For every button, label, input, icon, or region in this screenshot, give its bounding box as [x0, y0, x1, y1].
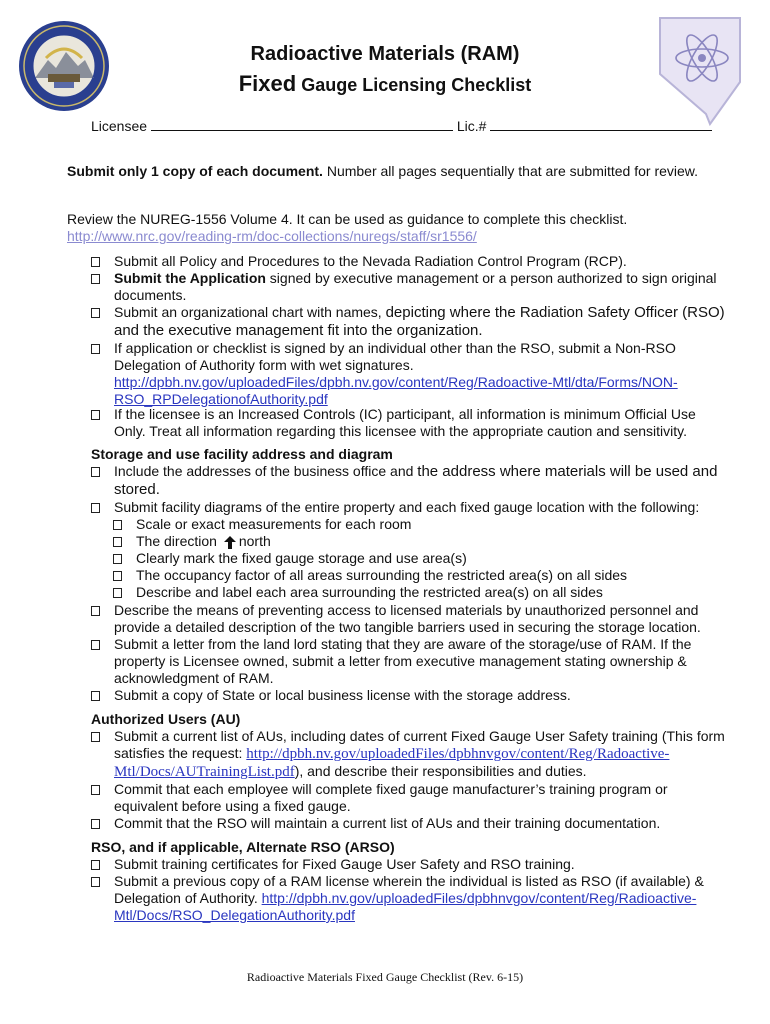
checkbox[interactable] — [91, 819, 100, 829]
item-text-line2: property is Licensee owned, submit a letter from executive management stating ownership & — [114, 653, 687, 669]
review-text: Review the NUREG-1556 Volume 4. It can be used as guidance to complete this checklist. — [67, 211, 628, 227]
checkbox[interactable] — [91, 410, 100, 420]
nevada-state-seal-icon — [18, 20, 110, 112]
submit-rest: Number all pages sequentially that are submitted for review. — [322, 163, 699, 179]
item-text: Submit a letter from the land lord stating that they are aware of the storage/use of RAM. If the — [114, 636, 692, 652]
checkbox[interactable] — [91, 344, 100, 354]
item-rest: signed by executive management or a person authorized to sign original — [265, 270, 717, 286]
item-bold: Submit the Application — [114, 270, 266, 286]
item-text: Commit that the RSO will maintain a current list of AUs and their training documentation. — [114, 815, 661, 831]
item-text-line2: Only. Treat all information regarding this licensee with the appropriate caution and sensitivity. — [114, 423, 688, 439]
checkbox[interactable] — [91, 691, 100, 701]
page-footer: Radioactive Materials Fixed Gauge Checklist (Rev. 6-15) — [246, 970, 524, 984]
item-text-line2: provide a detailed description of the two tangible barriers used in securing the storage location. — [114, 619, 701, 635]
subtitle-fixed: Fixed — [238, 71, 297, 96]
sub-item-text: Describe and label each area surrounding the restricted area(s) on all sides — [136, 584, 603, 600]
item-text — [114, 304, 725, 321]
non-rso-link[interactable]: http://dpbh.nv.gov/uploadedFiles/dpbh.nv.gov/content/Reg/Radoactive-Mtl/dta/Forms/NON- — [114, 374, 678, 390]
item-text-line2: documents. — [114, 287, 187, 303]
page-subtitle — [0, 71, 770, 97]
lic-number-label: Lic.# — [456, 118, 487, 134]
item-part-b: the address where materials will be used and — [417, 463, 718, 480]
checkbox[interactable] — [91, 274, 100, 284]
up-arrow-icon — [224, 536, 236, 549]
item-text-line2 — [114, 745, 669, 763]
item-text-line3: acknowledgment of RAM. — [114, 670, 274, 686]
checkbox[interactable] — [113, 520, 122, 530]
item-text-line2: and the executive management fit into the organization. — [114, 322, 483, 339]
sub-item-text: Clearly mark the fixed gauge storage and use area(s) — [136, 550, 467, 566]
item-text-line2: stored. — [114, 481, 160, 498]
au-training-link-line2[interactable]: Mtl/Docs/AUTrainingList.pdf — [114, 764, 295, 780]
checkbox[interactable] — [91, 606, 100, 616]
item-prefix: satisfies the request: — [114, 745, 247, 761]
submit-bold: Submit only 1 copy of each document. — [67, 163, 323, 179]
checkbox[interactable] — [91, 503, 100, 513]
item-text: If application or checklist is signed by an individual other than the RSO, submit a Non-RSO — [114, 340, 676, 356]
checkbox[interactable] — [113, 588, 122, 598]
subtitle-rest: Gauge Licensing Checklist — [296, 75, 532, 95]
sub-item-text: The occupancy factor of all areas surrounding the restricted area(s) on all sides — [136, 567, 628, 583]
item-text-line2: equivalent before using a fixed gauge. — [114, 798, 351, 814]
sub-item-text: Scale or exact measurements for each room — [136, 516, 412, 532]
item-part-a: Submit an organizational chart with names, — [114, 304, 386, 320]
storage-heading: Storage and use facility address and diagram — [91, 446, 393, 462]
checkbox[interactable] — [91, 732, 100, 742]
checkbox[interactable] — [91, 308, 100, 318]
checkbox[interactable] — [91, 860, 100, 870]
nureg-link[interactable]: http://www.nrc.gov/reading-rm/doc-collections/nuregs/staff/sr1556/ — [67, 228, 477, 244]
non-rso-link-line2[interactable]: RSO_RPDelegationofAuthority.pdf — [114, 391, 328, 407]
checkbox[interactable] — [113, 537, 122, 547]
item-part-a: Include the addresses of the business office and — [114, 463, 418, 479]
item-text — [114, 270, 717, 287]
checkbox[interactable] — [91, 877, 100, 887]
licensee-field[interactable] — [151, 117, 453, 131]
rso-delegation-link[interactable]: http://dpbh.nv.gov/uploadedFiles/dpbhnvgov/content/Reg/Radioactive- — [261, 890, 697, 906]
checkbox[interactable] — [91, 640, 100, 650]
item-text-line2 — [114, 890, 696, 907]
item-text-line3 — [114, 763, 587, 781]
item-text: Submit facility diagrams of the entire property and each fixed gauge location with the following: — [114, 499, 700, 515]
item-text: Submit a previous copy of a RAM license wherein the individual is listed as RSO (if available) & — [114, 873, 704, 889]
item-text: Submit a copy of State or local business license with the storage address. — [114, 687, 571, 703]
licensee-label: Licensee — [91, 118, 148, 134]
authorized-users-heading: Authorized Users (AU) — [91, 711, 241, 727]
item-prefix: Delegation of Authority. — [114, 890, 262, 906]
item-text: If the licensee is an Increased Controls (IC) participant, all information is minimum Official Use — [114, 406, 696, 422]
page-title: Radioactive Materials (RAM) — [250, 43, 520, 65]
item-text: Submit a current list of AUs, including dates of current Fixed Gauge User Safety training (This form — [114, 728, 725, 744]
sub-item-text — [136, 533, 271, 550]
rso-heading: RSO, and if applicable, Alternate RSO (ARSO) — [91, 839, 395, 855]
nevada-atom-icon — [640, 10, 754, 130]
rso-delegation-link-line2[interactable]: Mtl/Docs/RSO_DelegationAuthority.pdf — [114, 907, 355, 923]
item-text: Describe the means of preventing access to licensed materials by unauthorized personnel and — [114, 602, 699, 618]
submit-instruction — [67, 163, 698, 179]
licensee-line — [91, 117, 712, 134]
north-text: north — [238, 533, 271, 549]
checkbox[interactable] — [91, 467, 100, 477]
checkbox[interactable] — [91, 785, 100, 795]
checkbox[interactable] — [113, 571, 122, 581]
checkbox[interactable] — [91, 257, 100, 267]
item-text-line2: Delegation of Authority form with wet signatures. — [114, 357, 414, 373]
direction-text: The direction — [136, 533, 217, 549]
item-text — [114, 463, 717, 480]
item-part-b: depicting where the Radiation Safety Officer (RSO) — [385, 304, 725, 321]
item-text: Commit that each employee will complete fixed gauge manufacturer’s training program or — [114, 781, 668, 797]
au-training-link[interactable]: http://dpbh.nv.gov/uploadedFiles/dpbhnvgov/content/Reg/Radoactive- — [246, 746, 670, 762]
checkbox[interactable] — [113, 554, 122, 564]
item-text: Submit training certificates for Fixed Gauge User Safety and RSO training. — [114, 856, 575, 872]
item-text: Submit all Policy and Procedures to the Nevada Radiation Control Program (RCP). — [114, 253, 627, 269]
lic-number-field[interactable] — [490, 117, 712, 131]
item-rest: ), and describe their responsibilities and duties. — [294, 763, 587, 779]
